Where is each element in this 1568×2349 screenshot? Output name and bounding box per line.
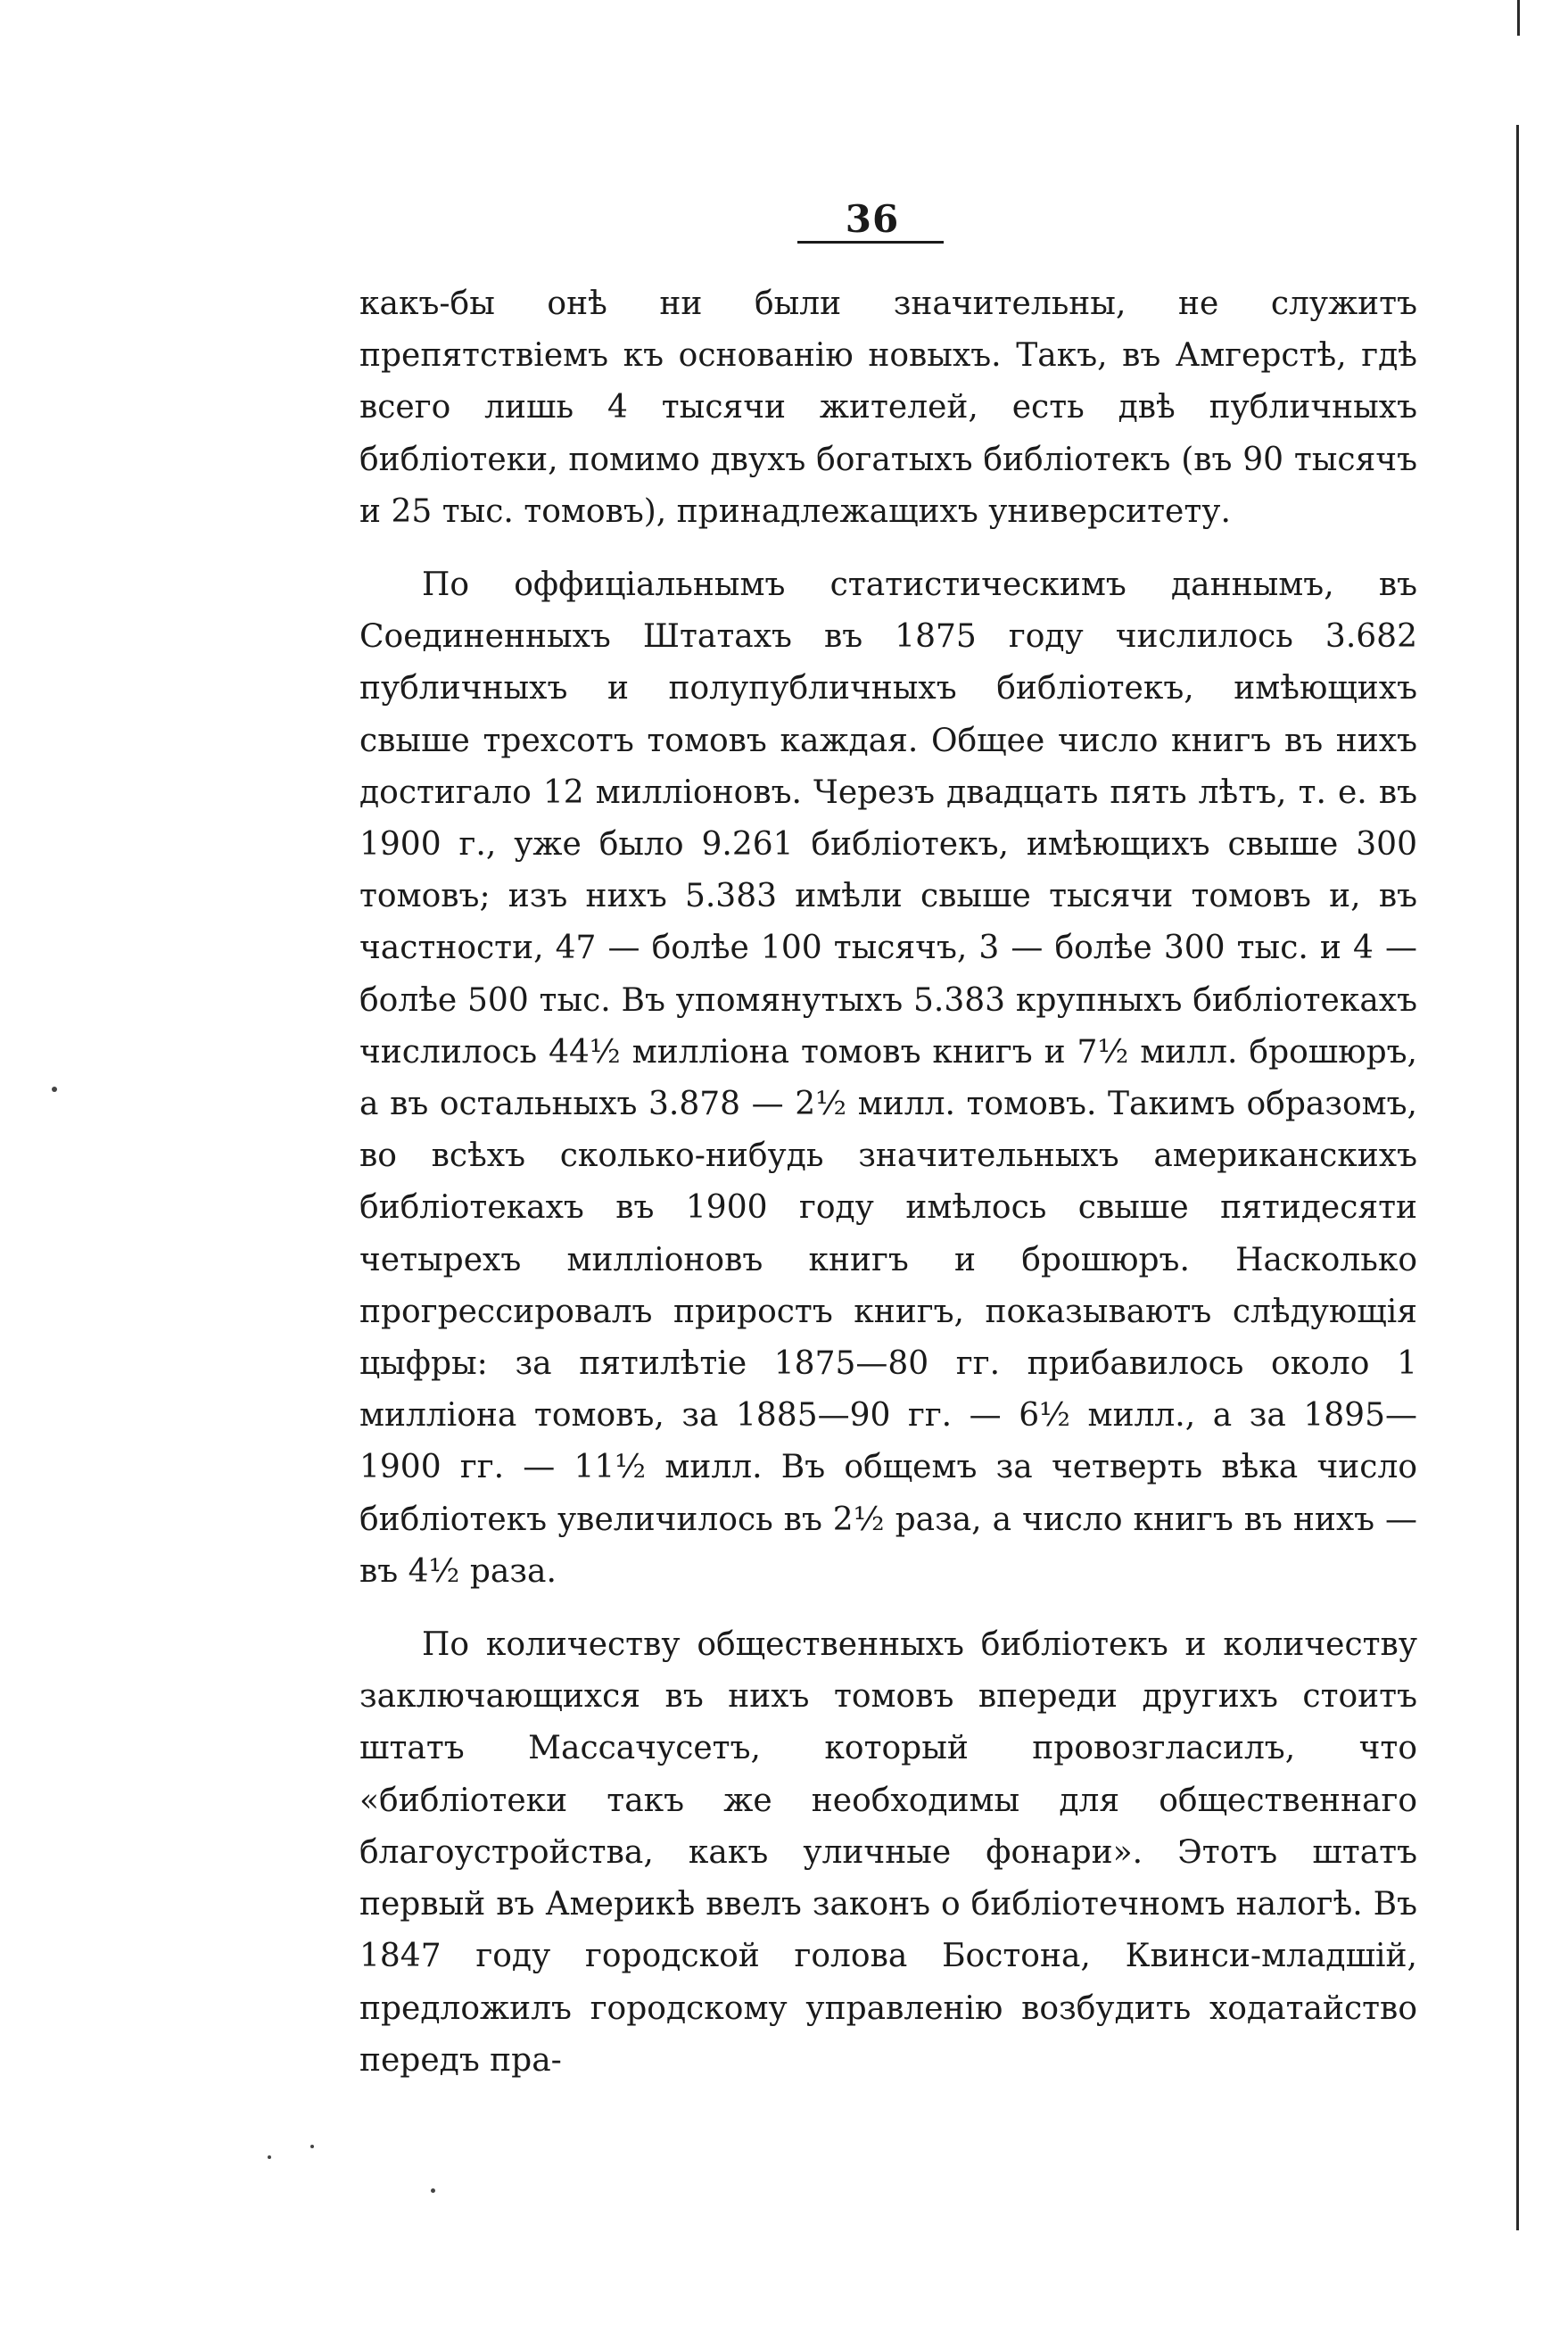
- page-edge-line: [1516, 125, 1519, 2230]
- body-text: [359, 278, 1417, 2108]
- scan-speck: [310, 2145, 314, 2148]
- scan-speck: [52, 1087, 57, 1092]
- page-edge-mark: [1517, 0, 1520, 36]
- paragraph-2: По оффиціальнымъ статистическимъ даннымъ, въ Соединенныхъ Штатахъ въ 1875 году числилось 3.682 публичныхъ и полупубличныхъ библіотекъ, имѣющихъ свыше трехсотъ томовъ каждая. Общее число книгъ въ нихъ достигало 12 милліоновъ. Черезъ двадцать пять лѣтъ, т. е. въ 1900 г., уже было 9.261 библіотекъ, имѣющихъ свыше 300 томовъ; изъ нихъ 5.383 имѣли свыше тысячи томовъ и, въ частности, 47 — болѣе 100 тысячъ, 3 — болѣе 300 тыс. и 4 — болѣе 500 тыс. Въ упомянутыхъ 5.383 крупныхъ библіотекахъ числилось 44½ милліона томовъ книгъ и 7½ милл. брошюръ, а въ остальныхъ 3.878 — 2½ милл. томовъ. Такимъ образомъ, во всѣхъ сколько-нибудь значительныхъ американскихъ библіотекахъ въ 1900 году имѣлось свыше пятидесяти четырехъ милліоновъ книгъ и брошюръ. Насколько прогрессировалъ приростъ книгъ, показываютъ слѣдующія цыфры: за пятилѣтіе 1875—80 гг. прибавилось около 1 милліона томовъ, за 1885—90 гг. — 6½ милл., а за 1895—1900 гг. — 11½ милл. Въ общемъ за четверть вѣка число библіотекъ увеличилось въ 2½ раза, а число книгъ въ нихъ — въ 4½ раза.: [359, 567, 1417, 1590]
- paragraph-3: По количеству общественныхъ библіотекъ и количеству заключающихся въ нихъ томовъ впереди другихъ стоитъ штатъ Массачусетъ, который провозгласилъ, что «библіотеки такъ же необходимы для общественнаго благоустройства, какъ уличные фонари». Этотъ штатъ первый въ Америкѣ ввелъ законъ о библіотечномъ налогѣ. Въ 1847 году городской голова Бостона, Квинси-младшій, предложилъ городскому управленію возбудить ходатайство передъ пра-: [359, 1626, 1417, 2079]
- page-number-rule: [797, 241, 944, 244]
- scan-speck: [431, 2188, 435, 2193]
- scan-speck: [268, 2155, 271, 2159]
- page-number: 36: [845, 197, 900, 241]
- paragraph-1: какъ-бы онѣ ни были значительны, не служитъ препятствіемъ къ основанію новыхъ. Такъ, въ Амгерстѣ, гдѣ всего лишь 4 тысячи жителей, есть двѣ публичныхъ библіотеки, помимо двухъ богатыхъ библіотекъ (въ 90 тысячъ и 25 тыс. томовъ), принадлежащихъ университету.: [359, 285, 1417, 530]
